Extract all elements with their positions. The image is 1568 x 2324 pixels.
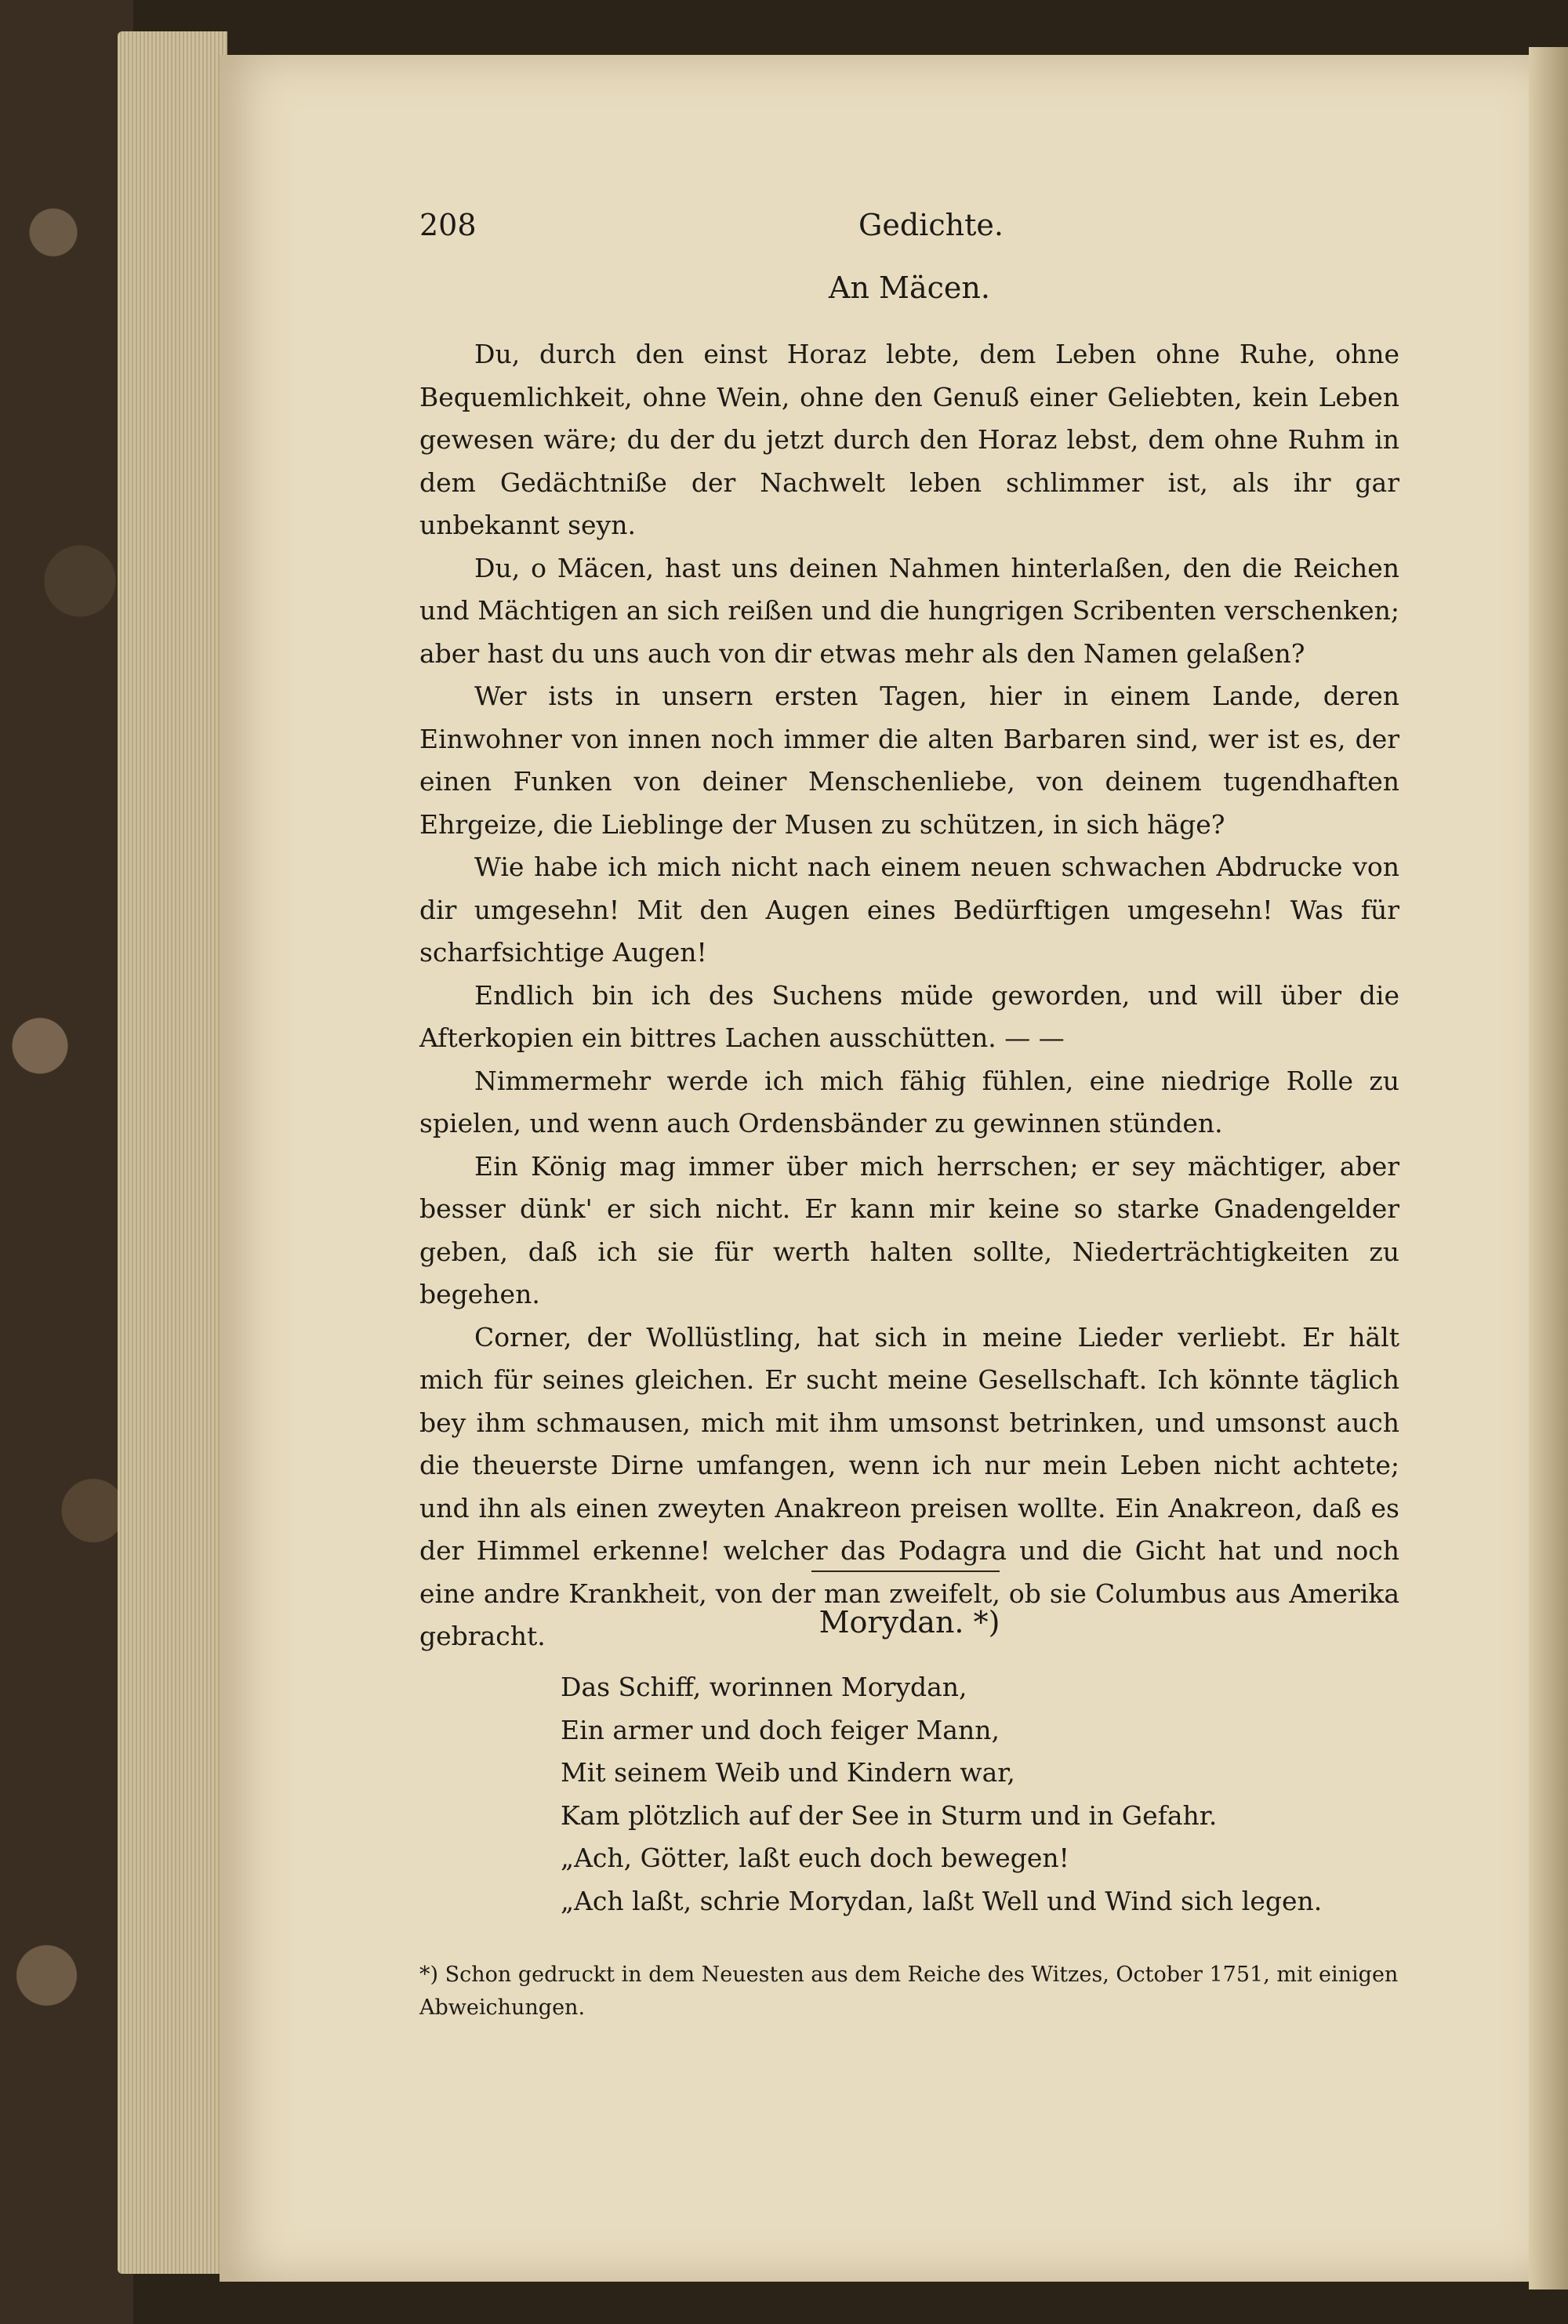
verse-line: Mit seinem Weib und Kindern war, (561, 1757, 1015, 1788)
book-cover-marbling (0, 0, 133, 2324)
paragraph: Du, durch den einst Horaz lebte, dem Leben ohne Ruhe, ohne Bequemlichkeit, ohne Wein, ohne den Genuß einer Geliebten, kein Leben gewesen wäre; du der du jetzt durch den Horaz lebst, dem ohne Ruhm in dem Gedächtniße der Nachwelt leben schlimmer ist, als ihr gar unbekannt seyn. (419, 339, 1399, 540)
paragraph: Wie habe ich mich nicht nach einem neuen schwachen Abdrucke von dir umgesehn! Mit den Augen eines Bedürftigen umgesehn! Was für scharfsichtige Augen! (419, 852, 1399, 968)
paragraph: Nimmermehr werde ich mich fähig fühlen, eine niedrige Rolle zu spielen, und wenn auch Ordensbänder zu gewinnen stünden. (419, 1065, 1399, 1138)
paragraph: Ein König mag immer über mich herrschen; er sey mächtiger, aber besser dünk' er sich nicht. Er kann mir keine so starke Gnadengelder geben, daß ich sie für werth halten sollte, Niederträchtigkeiten zu begehen. (419, 1150, 1399, 1309)
running-head: Gedichte. (858, 208, 1004, 242)
poem-title: An Mäcen. (829, 271, 990, 305)
paragraph: Corner, der Wollüstling, hat sich in meine Lieder verliebt. Er hält mich für seines gleichen. Er sucht meine Gesellschaft. Ich könnte täglich bey ihm schmausen, mich mit ihm umsonst betrinken, und umsonst auch die theuerste Dirne umfangen, wenn ich nur mein Leben nicht achtete; und ihn als einen zweyten Anakreon preisen wollte. Ein Anakreon, daß es der Himmel erkenne! welcher das Podagra und die Gicht hat und noch eine andre Krankheit, von der man zweifelt, ob sie Columbus aus Amerika gebracht. (419, 1321, 1399, 1651)
paragraph: Du, o Mäcen, hast uns deinen Nahmen hinterlaßen, den die Reichen und Mächtigen an sich reißen und die hungrigen Scribenten verschenken; aber hast du uns auch von dir etwas mehr als den Namen gelaßen? (419, 552, 1399, 669)
book-page-edges (118, 31, 227, 2274)
verse-line: Ein armer und doch feiger Mann, (561, 1714, 1000, 1745)
poem-title-morydan: Morydan. *) (818, 1605, 1000, 1640)
verse-line: Kam plötzlich auf der See in Sturm und in Gefahr. (561, 1799, 1218, 1831)
verse-line: „Ach laßt, schrie Morydan, laßt Well und Wind sich legen. (561, 1885, 1323, 1916)
verse-line: Das Schiff, worinnen Morydan, (561, 1672, 967, 1702)
page-number: 208 (419, 208, 477, 242)
footnote: *) Schon gedruckt in dem Neuesten aus dem Reiche des Witzes, October 1751, mit einigen Abweichungen. (419, 1963, 1399, 2020)
page-header (419, 208, 1399, 255)
paragraph: Endlich bin ich des Suchens müde geworden, und will über die Afterkopien ein bittres Lachen ausschütten. — — (419, 979, 1399, 1053)
facing-page-edge (1529, 47, 1568, 2290)
section-divider (811, 1571, 1000, 1572)
prose-poem-body (419, 333, 1399, 1658)
paragraph: Wer ists in unsern ersten Tagen, hier in einem Lande, deren Einwohner von innen noch immer die alten Barbaren sind, wer ist es, der einen Funken von deiner Menschenliebe, von deinem tugendhaften Ehrgeize, die Lieblinge der Musen zu schützen, in sich häge? (419, 681, 1399, 840)
verse-block (561, 1666, 1399, 1923)
verse-line: „Ach, Götter, laßt euch doch bewegen! (561, 1843, 1069, 1873)
